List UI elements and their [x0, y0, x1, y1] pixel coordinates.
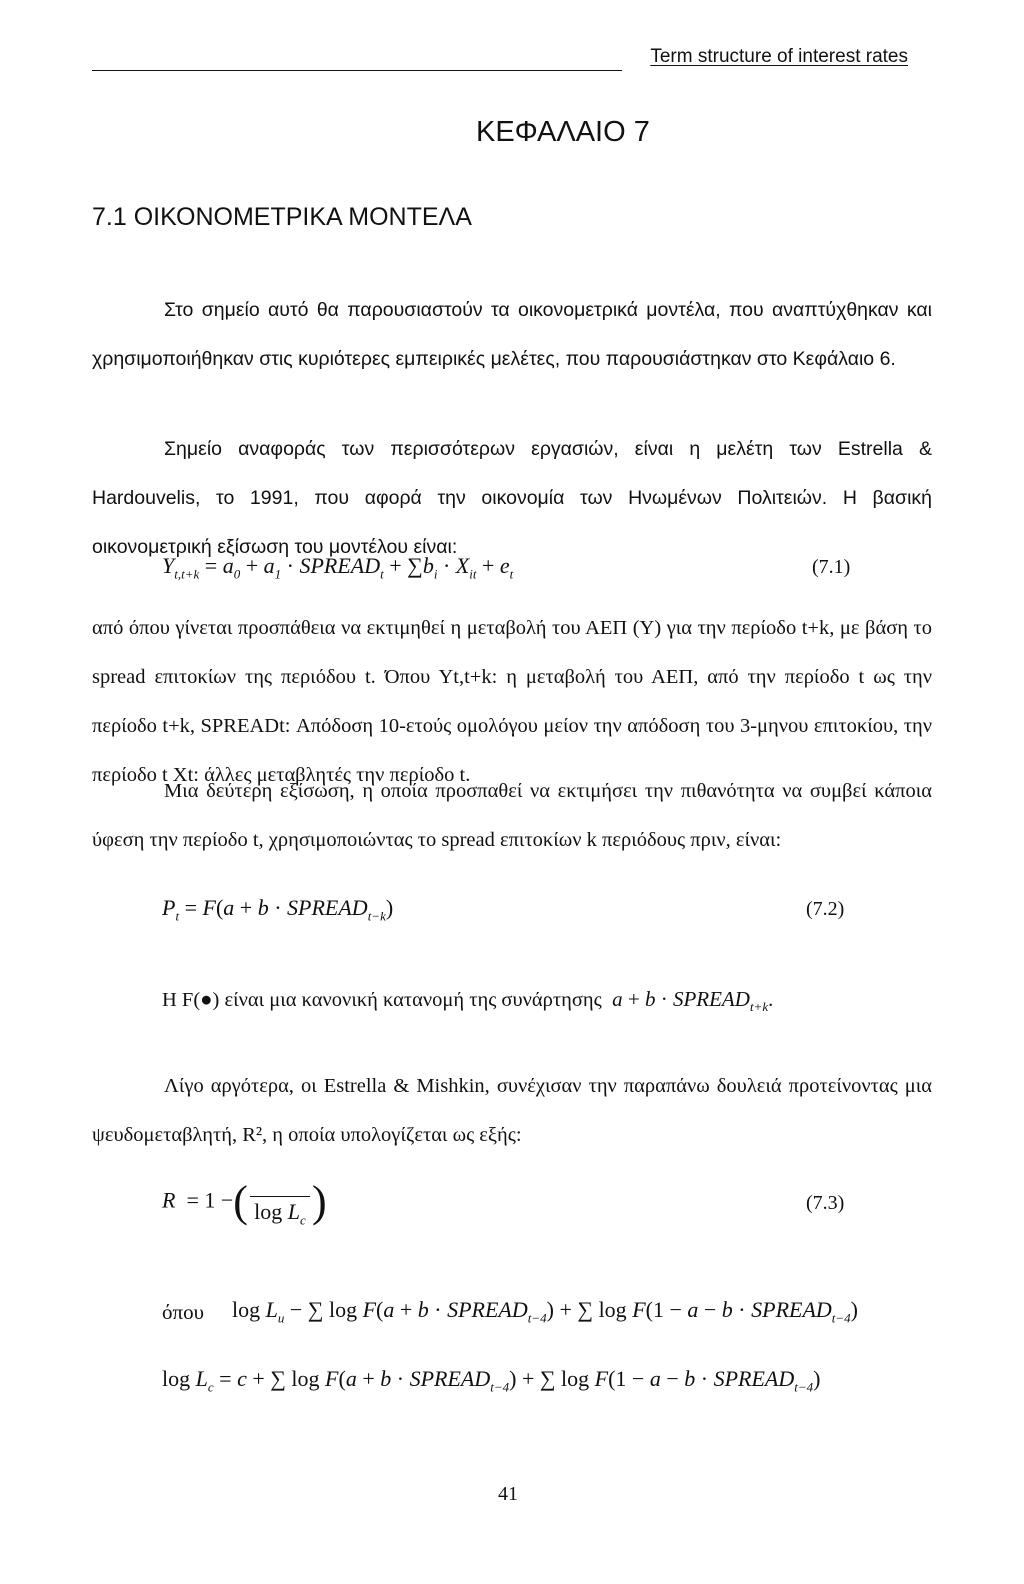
paragraph-intro: [92, 286, 932, 384]
equation-7-1: $Y_{t,t+k} = a_0 + a_1$ · $SPREAD_t + \sum b_i \cdot X_{it} + e_t$: [162, 553, 514, 582]
page-number: 41: [498, 1483, 518, 1505]
equation-number-7-1: (7.1): [812, 556, 851, 578]
paragraph-pseudo-r2-text: Λίγο αργότερα, οι Estrella & Mishkin, συνέχισαν την παραπάνω δουλειά προτείνοντας μια ψευδομεταβλητή, R², η οποία υπολογίζεται ως εξής:: [92, 1075, 932, 1146]
header-rule: [92, 70, 622, 71]
equation-7-2: $P_t = F(a + b$ · $SPREAD_{t-k}$): [162, 895, 394, 924]
paragraph-reference: [92, 425, 932, 572]
paragraph-second-equation-text: Μια δεύτερη εξίσωση, η οποία προσπαθεί να εκτιμήσει την πιθανότητα να συμβεί κάποια ύφεση την περίοδο t, χρησιμοποιώντας το spread επιτοκίων k περιόδους πριν, είναι:: [92, 780, 932, 851]
running-head: Term structure of interest rates: [650, 46, 908, 67]
equation-7-3: R = 1 −( $\log L_c$ ): [162, 1177, 327, 1228]
chapter-title: ΚΕΦΑΛΑΙΟ 7: [476, 116, 650, 148]
section-title: 7.1 ΟΙΚΟΝΟΜΕΤΡΙΚΑ ΜΟΝΤΕΛΑ: [92, 203, 472, 231]
paragraph-intro-text: Στο σημείο αυτό θα παρουσιαστούν τα οικονομετρικά μοντέλα, που αναπτύχθηκαν και χρησιμοποιήθηκαν στις κυριότερες εμπειρικές μελέτες, που παρουσιάστηκαν στο Κεφάλαιο 6.: [92, 299, 932, 370]
paragraph-normal-distribution: Η F(●) είναι μια κανονική κατανομή της συνάρτησης $a + b \cdot SPREAD_{t+k}$.: [162, 987, 774, 1015]
paragraph-second-equation: [92, 767, 932, 865]
equation-7-3-fraction: $\log L_c$: [250, 1176, 310, 1228]
paragraph-normal-distribution-text: Η F(●) είναι μια κανονική κατανομή της συνάρτησης: [162, 989, 602, 1011]
equation-number-7-3: (7.3): [806, 1192, 845, 1214]
paragraph-pseudo-r2: [92, 1062, 932, 1160]
paragraph-reference-text: Σημείο αναφοράς των περισσότερων εργασιών, είναι η μελέτη των Estrella & Hardouvelis, το 1991, που αφορά την οικονομία των Ηνωμένων Πολιτειών. Η βασική οικονομετρική εξίσωση του μοντέλου είναι:: [92, 438, 932, 558]
inline-function: $a + b \cdot SPREAD_{t+k}$: [606, 987, 769, 1015]
where-label: όπου: [162, 1300, 204, 1324]
equation-log-lc: $\log L_c = c$ + ∑ $\log F(a + b \cdot SPREAD_{t-4})$ + ∑ $\log F(1 - a - b \cdot SPREAD_{t-4})$: [162, 1366, 821, 1395]
paragraph-explanation-text: από όπου γίνεται προσπάθεια να εκτιμηθεί η μεταβολή του ΑΕΠ (Υ) για την περίοδο t+k, με βάση το spread επιτοκίων της περιόδου t. Όπου Υt,t+k: η μεταβολή του ΑΕΠ, από την περίοδο t ως την περίοδο t+k, SPREADt: Απόδοση 10-ετούς ομολόγου μείον την απόδοση του 3-μηνου επιτοκίου, την περίοδο t Xt: άλλες μεταβλητές την περίοδο t.: [92, 617, 932, 786]
equation-log-lu: $\log L_u$ − ∑ $\log F(a + b \cdot SPREAD_{t-4})$ + ∑ $\log F(1 - a - b \cdot SPREAD_{t-4})$: [232, 1297, 858, 1326]
equation-number-7-2: (7.2): [806, 898, 845, 920]
